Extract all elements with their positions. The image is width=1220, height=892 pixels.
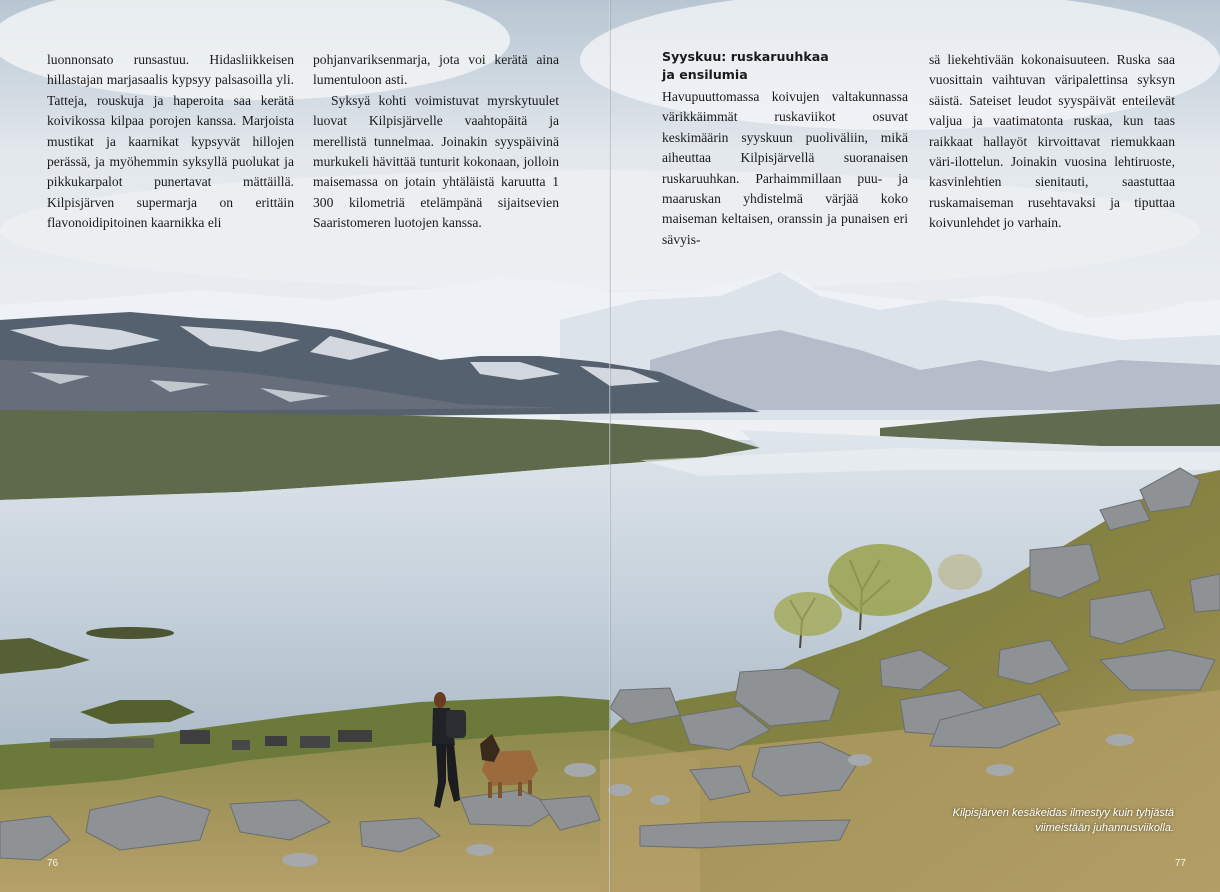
body-paragraph: Syksyä kohti voimistuvat myrskytuulet luovat Kilpisjärvelle vaahtopäitä ja merellistä tunnelmaa. Joinakin syyspäivinä murkukeli hävittää tunturit kokonaan, jolloin maisemassa on jotain yhtäläistä karuutta 1 300 kilometriä etelämpänä sijaitsevien Saaristomeren luotojen kanssa. xyxy=(313,92,559,231)
body-paragraph: sä liekehtivään kokonaisuuteen. Ruska saa vuosittain vaihtuvan väripalettinsa syksyn säistä. Sateiset leudot syyspäivät enteilevät valjua ja vaatimatonta ruskaa, kun taas raikkaat hallayöt kirvoittavat riemukkaan väri-ilottelun. Joinakin vuosina lehtiruoste, kasvinlehtien sienitauti, saastuttaa ruskamaiseman rusehtavaksi ja tiputtaa koivunlehdet jo varhain. xyxy=(929,52,1175,231)
page-number-left: 76 xyxy=(47,858,59,869)
page-gutter xyxy=(609,0,611,892)
section-heading xyxy=(662,48,908,84)
left-page-column-2 xyxy=(313,50,559,234)
right-page-column-1 xyxy=(662,48,908,250)
body-paragraph: luonnonsato runsastuu. Hidasliikkeisen hillastajan marjasaalis kypsyy palsasoilla yli. Tatteja, rouskuja ja haperoita saa kerätä koivikossa kilpaa porojen kanssa. Marjoista mustikat ja kaarnikat kypsyvät hillojen perässä, ja myöhemmin syksyllä puolukat ja pikkukarpalot punertavat mättäillä. Kilpisjärven supermarja on erittäin flavonoidipitoinen kaarnikka eli xyxy=(47,52,294,231)
body-paragraph: Havupuuttomassa koivujen valtakunnassa värikkäimmät ruskaviikot osuvat keskimäärin syyskuun puoliväliin, mikä aiheuttaa Kilpisjärvellä suoranaisen ruskaruuhkan. Parhaimmillaan puu- ja maaruskan yhdistelmä värjää koko maiseman keltaisen, oranssin ja punaisen eri sävyis- xyxy=(662,89,908,247)
section-heading-line-2: ja ensilumia xyxy=(662,67,748,82)
section-heading-line-1: Syyskuu: ruskaruuhkaa xyxy=(662,49,829,64)
right-page-column-2 xyxy=(929,50,1175,234)
body-paragraph: pohjanvariksenmarja, jota voi kerätä aina lumentuloon asti. xyxy=(313,52,559,88)
left-page-column-1 xyxy=(47,50,294,234)
photo-caption: Kilpisjärven kesäkeidas ilmestyy kuin tyhjästä viimeistään juhannusviikolla. xyxy=(952,807,1174,834)
page-number-right: 77 xyxy=(1174,858,1186,869)
